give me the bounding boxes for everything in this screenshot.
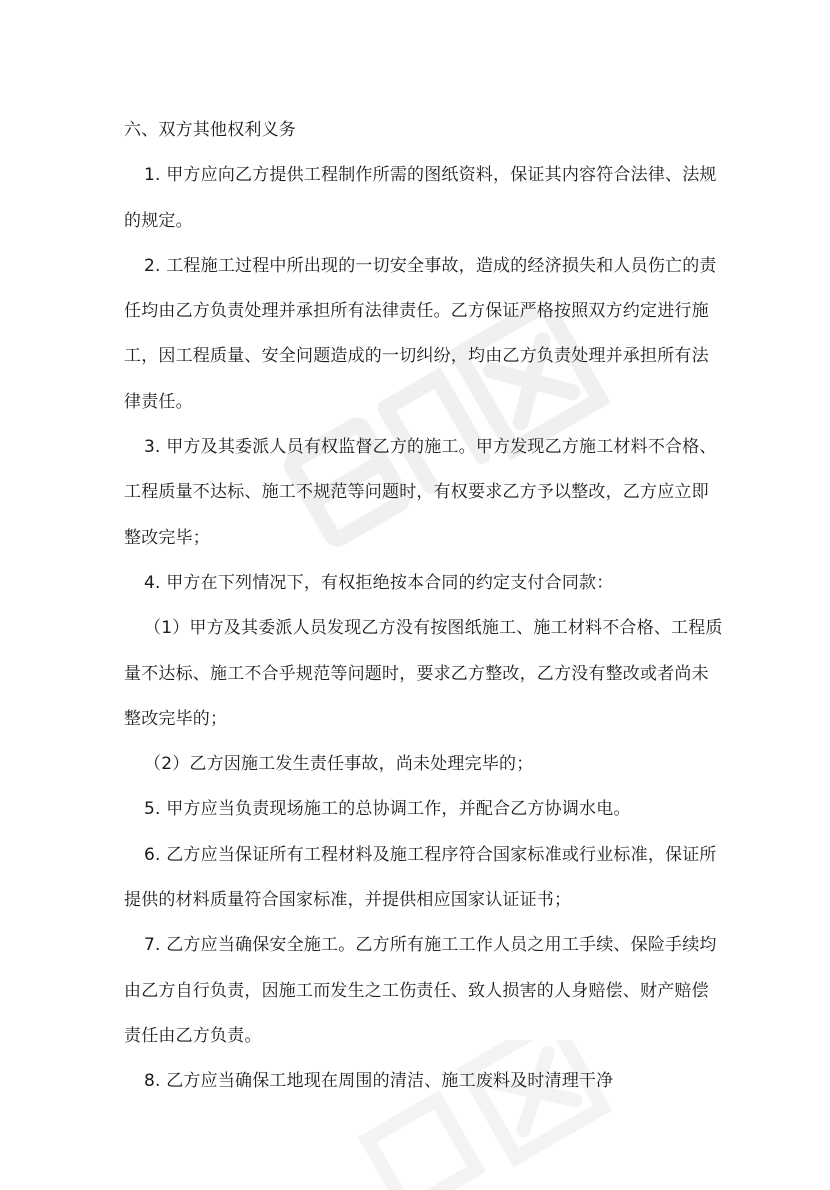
paragraph-line: 的规定。 <box>124 210 193 231</box>
contract-text-body <box>124 108 723 1105</box>
paragraph-line: 量不达标、施工不合乎规范等问题时，要求乙方整改，乙方没有整改或者尚未 <box>124 663 709 684</box>
paragraph-line: 整改完毕的； <box>124 708 228 729</box>
paragraph-line: 2. 工程施工过程中所出现的一切安全事故，造成的经济损失和人员伤亡的责 <box>144 255 717 276</box>
paragraph-line: 工程质量不达标、施工不规范等问题时，有权要求乙方予以整改，乙方应立即 <box>124 482 709 503</box>
paragraph-line: （2）乙方因施工发生责任事故，尚未处理完毕的； <box>144 754 534 775</box>
paragraph-line: 提供的材料质量符合国家标准，并提供相应国家认证证书； <box>124 890 572 911</box>
paragraph-line: 4. 甲方在下列情况下，有权拒绝按本合同的约定支付合同款： <box>144 572 614 593</box>
paragraph-line: 7. 乙方应当确保安全施工。乙方所有施工工作人员之用工手续、保险手续均 <box>144 935 717 956</box>
paragraph-line: 律责任。 <box>124 391 193 412</box>
paragraph-line: 3. 甲方及其委派人员有权监督乙方的施工。甲方发现乙方施工材料不合格、 <box>144 437 717 458</box>
section-heading: 六、双方其他权利义务 <box>124 120 296 140</box>
paragraph-line: 责任由乙方负责。 <box>124 1025 262 1046</box>
paragraph-line: 1. 甲方应向乙方提供工程制作所需的图纸资料，保证其内容符合法律、法规 <box>144 165 717 186</box>
paragraph-line: （1）甲方及其委派人员发现乙方没有按图纸施工、施工材料不合格、工程质 <box>144 618 723 639</box>
paragraph-line: 工，因工程质量、安全问题造成的一切纠纷，均由乙方负责处理并承担所有法 <box>124 346 709 367</box>
paragraph-line: 6. 乙方应当保证所有工程材料及施工程序符合国家标准或行业标准，保证所 <box>144 844 717 865</box>
paragraph-line: 由乙方自行负责，因施工而发生之工伤责任、致人损害的人身赔偿、财产赔偿 <box>124 980 709 1001</box>
paragraph-line: 8. 乙方应当确保工地现在周围的清洁、施工废料及时清理干净 <box>144 1071 614 1092</box>
paragraph-line: 任均由乙方负责处理并承担所有法律责任。乙方保证严格按照双方约定进行施 <box>124 301 709 322</box>
paragraph-line: 整改完毕； <box>124 527 210 548</box>
paragraph-line: 5. 甲方应当负责现场施工的总协调工作，并配合乙方协调水电。 <box>144 799 631 820</box>
